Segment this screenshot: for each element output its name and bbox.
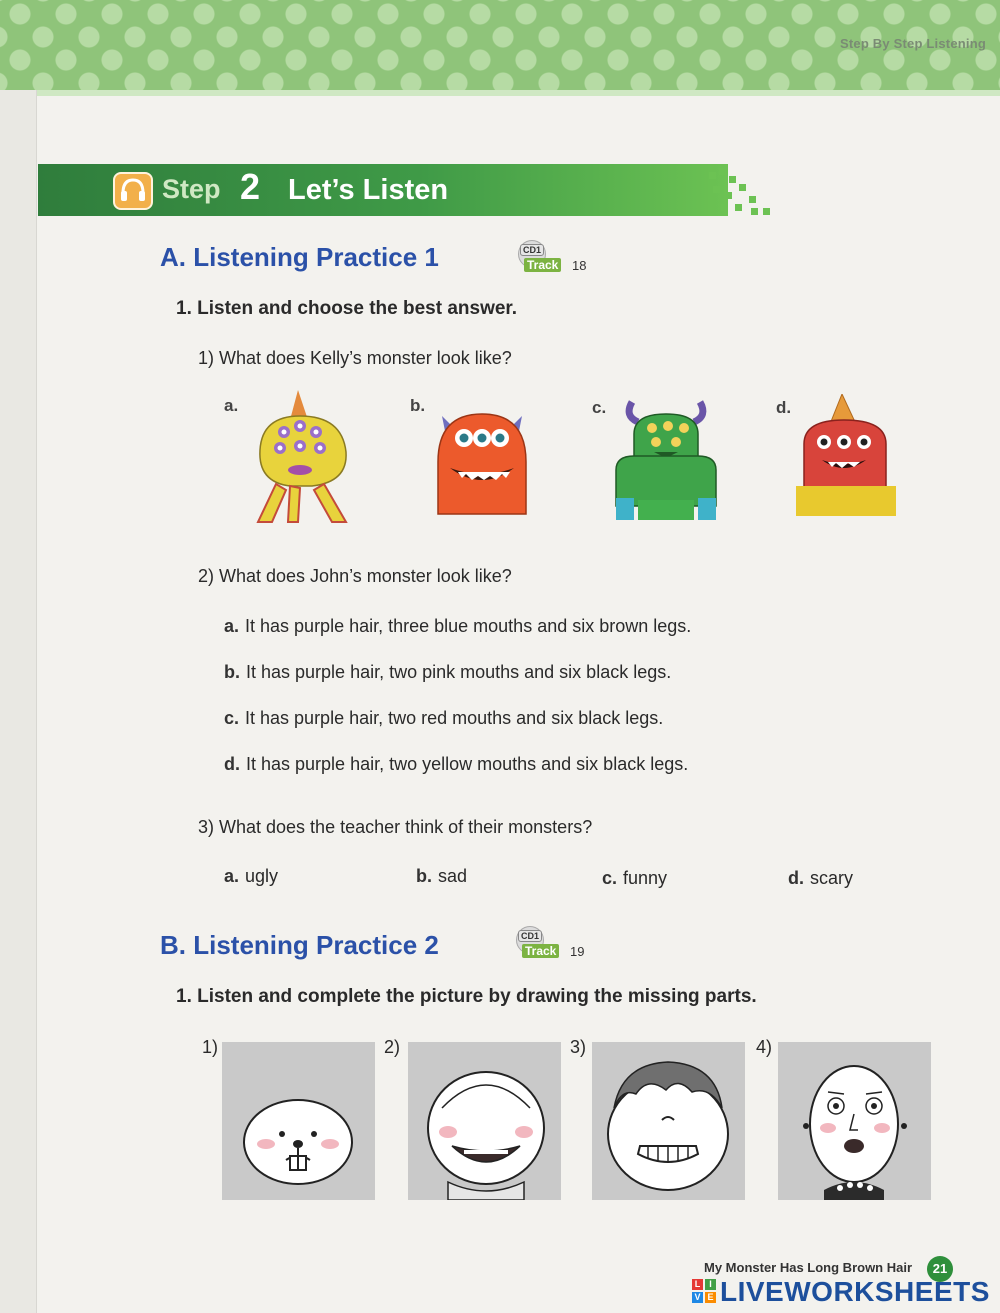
track-badge-19	[516, 926, 585, 970]
monster-c-label[interactable]: c.	[592, 398, 607, 417]
option-text: It has purple hair, two yellow mouths and six black legs.	[246, 754, 689, 774]
section-a-title: A. Listening Practice 1	[160, 242, 439, 272]
q3-option-b[interactable]	[416, 866, 467, 887]
track-number: 19	[570, 944, 585, 959]
option-text: funny	[623, 868, 668, 888]
panel-2-number: 2)	[384, 1037, 401, 1057]
drawing-panel-4[interactable]	[778, 1042, 931, 1200]
monster-a-label[interactable]: a.	[224, 396, 239, 415]
track-label: Track	[524, 258, 561, 272]
option-letter: a.	[224, 616, 240, 636]
drawing-panel-3[interactable]	[592, 1042, 745, 1200]
page-binding-edge	[0, 90, 37, 1313]
q3-option-a[interactable]	[224, 866, 278, 887]
monster-d-label[interactable]: d.	[776, 398, 792, 417]
drawing-panel-2[interactable]	[408, 1042, 561, 1200]
track-number: 18	[572, 258, 587, 273]
question-1: 1) What does Kelly’s monster look like?	[198, 348, 512, 368]
liveworksheets-logo[interactable]: LIVEWORKSHEETS	[720, 1276, 990, 1307]
option-text: scary	[810, 868, 854, 888]
monster-b-label[interactable]: b.	[410, 396, 426, 415]
smiling-face-drawing	[408, 1042, 561, 1200]
bunny-face-drawing	[222, 1042, 375, 1200]
option-text: It has purple hair, two pink mouths and six black legs.	[246, 662, 672, 682]
monster-a-image[interactable]	[250, 390, 356, 524]
cd-label: CD1	[518, 930, 542, 942]
monster-c-image[interactable]	[614, 400, 718, 522]
drawing-panel-1[interactable]	[222, 1042, 375, 1200]
step-number: 2	[240, 166, 261, 207]
step-title: Let’s Listen	[288, 174, 449, 206]
q2-option-d[interactable]	[224, 754, 688, 775]
panel-3-number: 3)	[570, 1037, 587, 1057]
headphones-icon	[113, 172, 153, 210]
cd-label: CD1	[520, 244, 544, 256]
q2-option-a[interactable]	[224, 616, 691, 637]
section-b-instruction: 1. Listen and complete the picture by drawing the missing parts.	[176, 986, 757, 1007]
option-letter: c.	[602, 868, 618, 888]
option-letter: b.	[416, 866, 432, 886]
page-number-badge: 21	[927, 1256, 953, 1282]
option-letter: c.	[224, 708, 240, 728]
question-3: 3) What does the teacher think of their monsters?	[198, 817, 593, 837]
track-label: Track	[522, 944, 559, 958]
panel-1-number: 1)	[202, 1037, 219, 1057]
option-text: sad	[438, 866, 468, 886]
q3-option-d[interactable]	[788, 868, 853, 889]
option-letter: b.	[224, 662, 240, 682]
q3-option-c[interactable]	[602, 868, 667, 889]
q2-option-c[interactable]	[224, 708, 663, 729]
section-b-title: B. Listening Practice 2	[160, 930, 439, 960]
panel-4-number: 4)	[756, 1037, 773, 1057]
option-text: It has purple hair, two red mouths and six black legs.	[245, 708, 664, 728]
question-2: 2) What does John’s monster look like?	[198, 566, 512, 586]
option-text: ugly	[245, 866, 279, 886]
girl-face-drawing	[778, 1042, 931, 1200]
liveworksheets-logo-icon: L I V E	[692, 1279, 718, 1305]
option-letter: d.	[788, 868, 804, 888]
boy-face-drawing	[592, 1042, 745, 1200]
q2-option-b[interactable]	[224, 662, 671, 683]
option-letter: a.	[224, 866, 240, 886]
option-text: It has purple hair, three blue mouths and six brown legs.	[245, 616, 692, 636]
track-badge-18	[518, 240, 587, 284]
option-letter: d.	[224, 754, 240, 774]
section-a-instruction: 1. Listen and choose the best answer.	[176, 298, 518, 319]
monster-d-image[interactable]	[794, 394, 898, 518]
banner-pixel-dots	[705, 166, 775, 216]
monster-b-image[interactable]	[432, 406, 532, 520]
unit-title: My Monster Has Long Brown Hair	[704, 1260, 913, 1275]
series-brand: Step By Step Listening	[840, 36, 986, 51]
step-word: Step	[162, 174, 221, 204]
